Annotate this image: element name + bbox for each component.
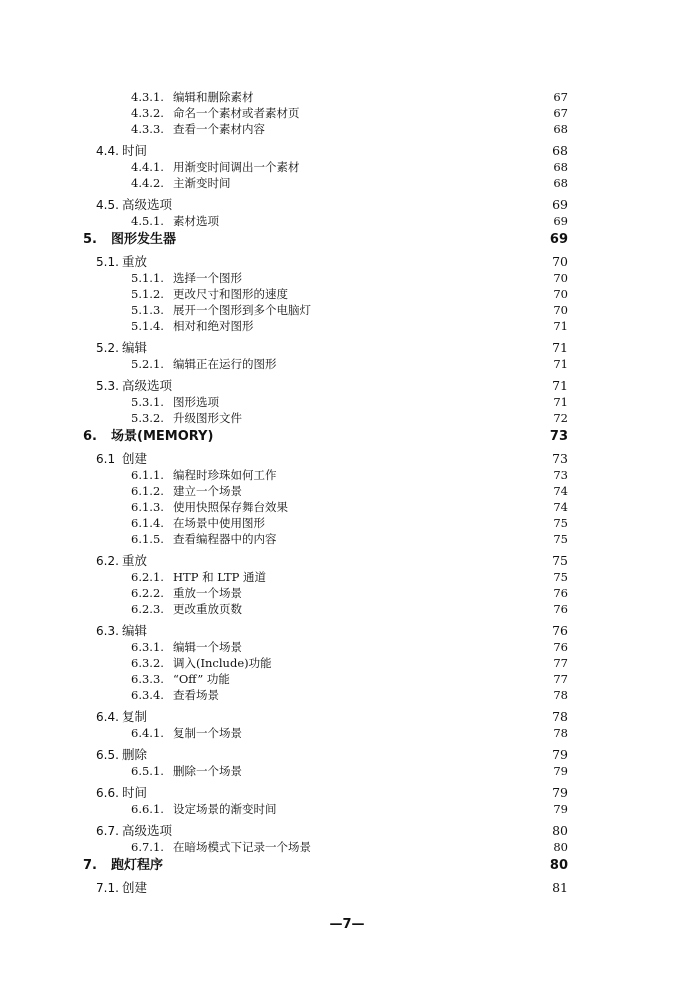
toc-entry-number: 4.3.1.	[131, 90, 164, 104]
toc-entry	[131, 467, 568, 483]
toc-entry	[96, 553, 568, 569]
toc-entry	[96, 451, 568, 467]
toc-entry-number: 5.3.2.	[131, 411, 164, 425]
toc-entry-title: 编辑正在运行的图形	[173, 357, 277, 371]
toc-entry	[131, 483, 568, 499]
toc-entry-title: 查看场景	[173, 688, 219, 702]
toc-entry-title: 展开一个图形到多个电脑灯	[173, 303, 311, 317]
toc-entry-number: 6.1.1.	[131, 468, 164, 482]
toc-entry-title: 编程时珍珠如何工作	[173, 468, 277, 482]
toc-entry-number: 6.	[83, 429, 97, 444]
toc-entry	[96, 623, 568, 639]
toc-entry	[131, 286, 568, 302]
toc-entry-title: 跑灯程序	[111, 858, 164, 873]
toc-entry-title: 更改尺寸和图形的速度	[173, 287, 288, 301]
toc-entry-number: 6.7.	[96, 824, 119, 838]
toc-entry	[131, 763, 568, 779]
toc-entry-title: 用渐变时间调出一个素材	[173, 160, 300, 174]
toc-entry-title: 时间	[122, 785, 148, 800]
toc-entry-page: 75	[553, 516, 568, 530]
toc-entry-number: 4.4.	[96, 144, 119, 158]
toc-entry	[83, 858, 568, 874]
toc-entry-title: 在暗场模式下记录一个场景	[173, 840, 311, 854]
toc-entry-number: 5.1.	[96, 255, 119, 269]
toc-entry-page: 68	[553, 160, 568, 174]
toc-entry	[131, 839, 568, 855]
toc-entry-number: 6.3.4.	[131, 688, 164, 702]
toc-entry	[131, 725, 568, 741]
toc-entry-title: 创建	[122, 880, 148, 895]
toc-entry-page: 77	[553, 672, 568, 686]
toc-entry-page: 80	[552, 823, 568, 838]
toc-entry-page: 78	[553, 688, 568, 702]
toc-entry-title: 删除一个场景	[173, 764, 242, 778]
toc-entry	[131, 499, 568, 515]
toc-entry-title: 重放一个场景	[173, 586, 242, 600]
toc-entry	[131, 270, 568, 286]
toc-entry-number: 5.	[83, 232, 97, 247]
toc-entry	[131, 687, 568, 703]
toc-entry-page: 81	[552, 880, 568, 895]
toc-entry-page: 80	[553, 840, 568, 854]
toc-entry	[131, 89, 568, 105]
toc-entry	[131, 213, 568, 229]
toc-entry-title: 编辑	[122, 340, 148, 355]
toc-entry-page: 76	[553, 586, 568, 600]
toc-entry-page: 67	[553, 90, 568, 104]
toc-entry-page: 80	[549, 858, 568, 873]
toc-entry-number: 6.7.1.	[131, 840, 164, 854]
toc-entry	[96, 378, 568, 394]
toc-entry	[131, 302, 568, 318]
toc-entry-page: 78	[552, 709, 568, 724]
toc-entry	[96, 197, 568, 213]
toc-entry-title: “Off” 功能	[173, 672, 230, 686]
toc-entry-title: 时间	[122, 143, 148, 158]
toc-entry-page: 68	[553, 176, 568, 190]
toc-entry-number: 6.4.1.	[131, 726, 164, 740]
toc-entry-number: 4.5.	[96, 198, 119, 212]
toc-entry	[96, 254, 568, 270]
toc-entry-page: 71	[552, 378, 568, 393]
toc-entry-number: 6.3.3.	[131, 672, 164, 686]
toc-entry-number: 7.	[83, 858, 97, 873]
toc-entry	[131, 175, 568, 191]
toc-entry-title: 更改重放页数	[173, 602, 242, 616]
toc-entry-number: 6.1	[96, 452, 116, 466]
toc-entry	[96, 785, 568, 801]
toc-entry-page: 77	[553, 656, 568, 670]
toc-entry-page: 74	[553, 500, 568, 514]
toc-entry	[96, 143, 568, 159]
toc-entry	[131, 515, 568, 531]
toc-entry-title: 编辑和删除素材	[173, 90, 254, 104]
toc-entry-page: 76	[552, 623, 568, 638]
toc-entry-page: 71	[553, 395, 568, 409]
toc-entry-page: 72	[553, 411, 568, 425]
toc-entry-page: 73	[553, 468, 568, 482]
toc-entry-title: 查看编程器中的内容	[173, 532, 277, 546]
toc-entry-number: 6.3.2.	[131, 656, 164, 670]
toc-entry	[131, 671, 568, 687]
toc-entry-title: 素材选项	[173, 214, 219, 228]
page-number: —7—	[329, 917, 365, 932]
toc-entry-page: 76	[553, 602, 568, 616]
toc-entry-number: 7.1.	[96, 881, 119, 895]
toc-entry-title: 删除	[122, 747, 148, 762]
toc-entry-number: 5.1.1.	[131, 271, 164, 285]
toc-entry	[131, 569, 568, 585]
toc-entry-page: 79	[552, 785, 568, 800]
toc-entry	[131, 159, 568, 175]
toc-entry-number: 5.1.3.	[131, 303, 164, 317]
toc-entry-number: 6.4.	[96, 710, 119, 724]
toc-entry-page: 73	[552, 451, 568, 466]
toc-entry-number: 6.1.4.	[131, 516, 164, 530]
toc-entry	[96, 340, 568, 356]
toc-entry-page: 68	[552, 143, 568, 158]
toc-entry-title: 图形选项	[173, 395, 219, 409]
toc-entry-page: 70	[552, 254, 568, 269]
toc-entry-number: 6.2.3.	[131, 602, 164, 616]
toc-entry-title: 编辑一个场景	[173, 640, 242, 654]
toc-entry	[96, 823, 568, 839]
toc-entry	[131, 394, 568, 410]
toc-entry-number: 6.5.1.	[131, 764, 164, 778]
toc-entry-title: 升级图形文件	[173, 411, 242, 425]
toc-entry	[131, 639, 568, 655]
toc-entry-title: 高级选项	[122, 378, 173, 393]
toc-entry-page: 69	[552, 197, 568, 212]
toc-entry-number: 5.2.1.	[131, 357, 164, 371]
toc-entry-page: 75	[553, 532, 568, 546]
toc-entry-page: 76	[553, 640, 568, 654]
toc-entry-page: 68	[553, 122, 568, 136]
toc-entry	[131, 655, 568, 671]
toc-entry	[131, 801, 568, 817]
toc-entry-title: 在场景中使用图形	[173, 516, 265, 530]
toc-entry	[131, 585, 568, 601]
toc-entry-page: 70	[553, 287, 568, 301]
toc-entry-page: 67	[553, 106, 568, 120]
toc-entry	[131, 121, 568, 137]
toc-entry-title: 使用快照保存舞台效果	[173, 500, 288, 514]
toc-entry-page: 69	[549, 232, 568, 247]
toc-entry-title: 设定场景的渐变时间	[173, 802, 277, 816]
toc-entry	[131, 601, 568, 617]
toc-entry-number: 5.2.	[96, 341, 119, 355]
toc-entry-page: 71	[552, 340, 568, 355]
toc-entry-number: 6.5.	[96, 748, 119, 762]
toc-entry-page: 74	[553, 484, 568, 498]
toc-entry-title: 相对和绝对图形	[173, 319, 254, 333]
toc-entry-title: 选择一个图形	[173, 271, 242, 285]
toc-entry	[131, 318, 568, 334]
toc-entry-title: 高级选项	[122, 197, 173, 212]
toc-entry	[83, 232, 568, 248]
toc-entry-number: 6.2.2.	[131, 586, 164, 600]
toc-entry-title: 调入(Include)功能	[173, 656, 272, 670]
toc-entry	[131, 356, 568, 372]
toc-entry-number: 4.3.3.	[131, 122, 164, 136]
toc-entry-page: 78	[553, 726, 568, 740]
toc-entry-number: 4.3.2.	[131, 106, 164, 120]
toc-entry-number: 4.5.1.	[131, 214, 164, 228]
toc-entry-page: 71	[553, 357, 568, 371]
toc-entry-page: 69	[553, 214, 568, 228]
toc-entry-title: 重放	[122, 553, 148, 568]
toc-entry-number: 5.1.4.	[131, 319, 164, 333]
toc-entry-number: 6.1.2.	[131, 484, 164, 498]
toc-entry	[131, 531, 568, 547]
toc-entry-title: 编辑	[122, 623, 148, 638]
toc-entry-page: 79	[552, 747, 568, 762]
toc-entry	[96, 747, 568, 763]
toc-entry-title: 查看一个素材内容	[173, 122, 265, 136]
toc-entry-title: 场景(MEMORY)	[111, 429, 214, 444]
toc-entry-title: 主渐变时间	[173, 176, 231, 190]
toc-entry-title: 图形发生器	[111, 232, 177, 247]
toc-entry-page: 71	[553, 319, 568, 333]
toc-entry-page: 79	[553, 764, 568, 778]
toc-entry-page: 73	[549, 429, 568, 444]
toc-entry-page: 70	[553, 271, 568, 285]
toc-entry-page: 79	[553, 802, 568, 816]
toc-entry-number: 5.3.	[96, 379, 119, 393]
toc-entry-number: 6.1.5.	[131, 532, 164, 546]
toc-entry	[96, 709, 568, 725]
toc-entry	[83, 429, 568, 445]
toc-entry	[96, 880, 568, 896]
toc-entry-title: 命名一个素材或者素材页	[173, 106, 300, 120]
toc-entry-number: 6.1.3.	[131, 500, 164, 514]
toc-entry-title: 复制一个场景	[173, 726, 242, 740]
toc-entry-number: 6.2.	[96, 554, 119, 568]
toc-entry	[131, 410, 568, 426]
toc-entry-number: 6.3.1.	[131, 640, 164, 654]
toc-entry-page: 75	[552, 553, 568, 568]
toc-entry-title: 高级选项	[122, 823, 173, 838]
toc-entry-title: 重放	[122, 254, 148, 269]
toc-entry-page: 70	[553, 303, 568, 317]
toc-entry-title: 创建	[122, 451, 148, 466]
toc-entry-number: 4.4.1.	[131, 160, 164, 174]
toc-entry-page: 75	[553, 570, 568, 584]
toc-entry-number: 6.2.1.	[131, 570, 164, 584]
toc-entry-number: 5.1.2.	[131, 287, 164, 301]
toc-entry	[131, 105, 568, 121]
toc-entry-number: 6.3.	[96, 624, 119, 638]
toc-entry-title: 复制	[122, 709, 148, 724]
toc-entry-number: 6.6.	[96, 786, 119, 800]
toc-entry-title: 建立一个场景	[173, 484, 242, 498]
toc-entry-title: HTP 和 LTP 通道	[173, 570, 267, 584]
toc-entry-number: 6.6.1.	[131, 802, 164, 816]
toc-entry-number: 4.4.2.	[131, 176, 164, 190]
toc-entry-number: 5.3.1.	[131, 395, 164, 409]
